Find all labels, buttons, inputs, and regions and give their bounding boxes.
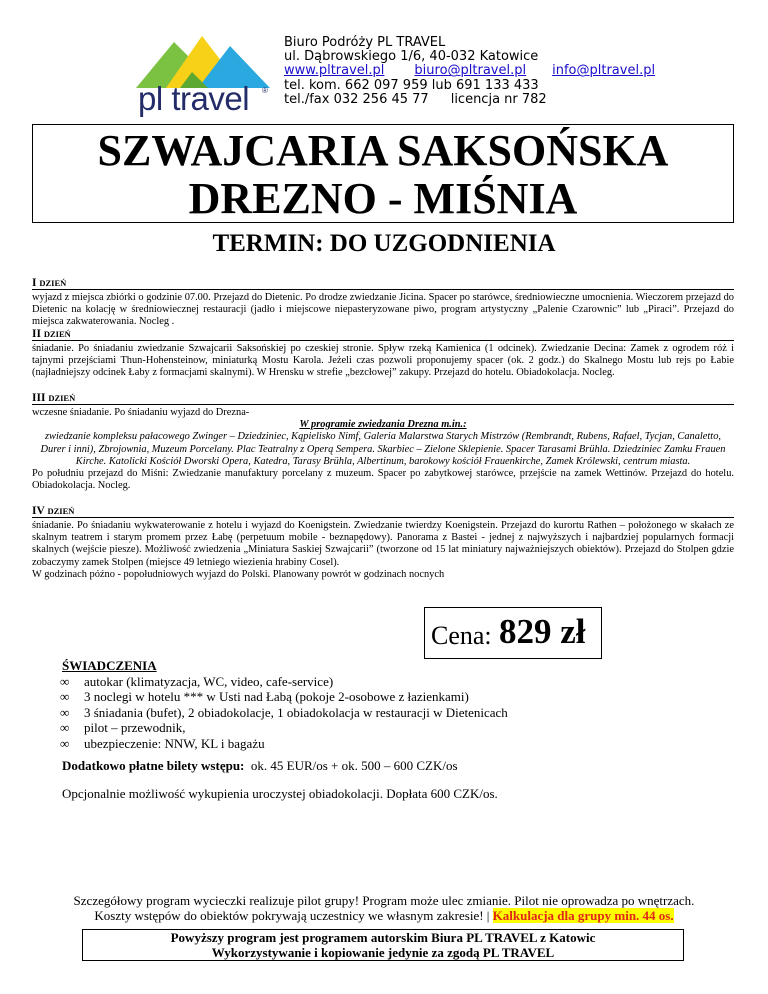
list-item	[62, 736, 508, 752]
infinity-bullet-icon: ∞	[60, 689, 70, 705]
list-item	[62, 674, 508, 690]
day-4-section	[32, 505, 734, 581]
agency-address: ul. Dąbrowskiego 1/6, 40-032 Katowice	[284, 49, 539, 65]
list-item	[62, 689, 508, 705]
infinity-bullet-icon: ∞	[60, 704, 70, 720]
day-number: II	[32, 328, 41, 340]
day-4-text-2: W godzinach późno - popołudniowych wyjazd do Polski. Planowany powrót w godzinach nocnych	[32, 568, 445, 580]
footnote	[0, 893, 768, 923]
benefit-text: pilot – przewodnik,	[84, 720, 186, 736]
dresden-program-text: zwiedzanie kompleksu pałacowego Zwinger – Dziedziniec, Kąpielisko Nimf, Galeria Malarstwa Starych Mistrzów (Rembrandt, Rubens, Rafael, Tycjan, Canaletto, Durer i inni), Zbrojownia, Muzeum Porcelany. Plac Teatralny z Operą Sempera. Skarbiec – Zielone Sklepienie. Spacer Tarasami Brühla. Dziedziniec Zamku Frauen Kirche. Katolicki Kościół Dworski Opera, Katedra, Tarasy Brühla, Albertinum, barokowy kościół Frauenkirche, Zamek Królewski, centrum miasta.	[40, 431, 726, 467]
infinity-bullet-icon: ∞	[60, 720, 70, 736]
email-link-biuro[interactable]: biuro@pltravel.pl	[414, 63, 527, 79]
agency-contact-block	[284, 36, 655, 107]
tour-title-line2: DREZNO - MIŚNIA	[188, 174, 578, 223]
day-4-heading	[32, 505, 734, 518]
website-link[interactable]: www.pltravel.pl	[284, 63, 385, 79]
day-1-text: wyjazd z miejsca zbiórki o godzinie 07.00. Przejazd do Dietenic. Po drodze zwiedzanie Jicina. Spacer po starówce, średniowieczne umocnienia. Wieczorem przejazd do Dietenic na kolację w średniowiecznej restauracji (jadło i miejscowe niepasteryzowane piwo, program artystyczny „Palenie Czarownic” lub „Piraci”. Przejazd do miejsca zakwaterowania. Nocleg .	[32, 292, 734, 328]
day-2-section	[32, 328, 734, 380]
extra-fees-label: Dodatkowo płatne bilety wstępu:	[62, 758, 245, 773]
copyright-footer-box	[82, 929, 684, 961]
tour-title-line1: SZWAJCARIA SAKSOŃSKA	[97, 126, 669, 175]
day-3-heading	[32, 392, 734, 405]
email-link-info[interactable]: info@pltravel.pl	[552, 63, 656, 79]
day-number: III	[32, 392, 46, 404]
footer-line1: Powyższy program jest programem autorskim Biura PL TRAVEL z Katowic	[170, 930, 596, 945]
extra-fees-value: ok. 45 EUR/os + ok. 500 – 600 CZK/os	[250, 758, 458, 773]
agency-phone: tel. kom. 662 097 959 lub 691 133 433	[284, 77, 539, 93]
footnote-line1: Szczegółowy program wycieczki realizuje pilot grupy! Program może ulec zmianie. Pilot nie oprowadza po wnętrzach.	[73, 893, 695, 908]
agency-links-row	[284, 64, 655, 78]
day-word: DZIEŃ	[48, 393, 76, 403]
day-3-intro: wczesne śniadanie. Po śniadaniu wyjazd do Drezna-	[32, 407, 250, 418]
day-number: I	[32, 277, 37, 289]
day-2-heading	[32, 328, 734, 341]
day-word: DZIEŃ	[43, 329, 71, 339]
price-box	[424, 607, 602, 659]
mountains-logo-icon	[136, 28, 270, 88]
optional-dinner-note: Opcjonalnie możliwość wykupienia uroczystej obiadokolacji. Dopłata 600 CZK/os.	[62, 786, 498, 801]
day-number: IV	[32, 505, 45, 517]
day-4-text: śniadanie. Po śniadaniu wykwaterowanie z hotelu i wyjazd do Koenigstein. Zwiedzanie twierdzy Koenigstein. Przejazd do kurortu Rathen – położonego w skałach ze skalnym teatrem i starym promem przez Łabę (perpetuum mobile - beznapędowy). Panorama z Bastei - jednej z najwyższych i najbardziej popularnych formacji skalnych (wejście piesze). Możliwość zwiedzenia „Miniatura Saskiej Szwajcarii” (tworzone od 15 lat miniatury najważniejszych obiektów). Przejazd do Stolpen gdzie zobaczymy zamek Stolpen (miejsce 49 letniego wiezienia hrabiny Cosel).	[32, 520, 734, 568]
benefit-text: autokar (klimatyzacja, WC, video, cafe-service)	[84, 673, 334, 689]
list-item	[62, 705, 508, 721]
footnote-line2-row	[0, 908, 768, 923]
extra-fees-line	[62, 758, 458, 774]
benefit-text: 3 śniadania (bufet), 2 obiadokolacje, 1 obiadokolacja w restauracji w Dietenicach	[84, 704, 508, 720]
day-word: DZIEŃ	[39, 278, 67, 288]
benefits-list	[62, 674, 508, 752]
day-1-section	[32, 277, 734, 329]
day-3-outro: Po południu przejazd do Miśni: Zwiedzanie manufaktury porcelany z muzeum. Spacer po zabytkowej starówce, przejście na zamek Wettinów. Przejazd do hotelu. Obiadokolacja. Nocleg.	[32, 468, 734, 492]
benefits-heading: ŚWIADCZENIA	[62, 658, 157, 673]
list-item	[62, 720, 508, 736]
registered-mark: ®	[262, 86, 268, 95]
dresden-program-title: W programie zwiedzania Drezna m.in.:	[299, 419, 467, 431]
benefits-section	[62, 658, 508, 752]
group-size-highlight: Kalkulacja dla grupy min. 44 os.	[492, 908, 674, 923]
footer-line2: Wykorzystywanie i kopiowanie jedynie za zgodą PL TRAVEL	[211, 944, 555, 960]
price-value: 829 zł	[499, 612, 586, 651]
agency-fax: tel./fax 032 256 45 77	[284, 91, 429, 107]
day-2-text: śniadanie. Po śniadaniu zwiedzanie Szwajcarii Saksońskiej po czeskiej stronie. Spływ rzeką Kamienica (1 odcinek). Zwiedzanie Decina: Zamek z ogrodem róż i tajnymi przejściami Thun-Hohensteinow, miniaturką Mostu Karola. Jeżeli czas pozwoli proponujemy spacer (ok. 2 godz.) do Skalnego Mostu lub rejs po Łabie (najładniejszy odcinek Łaby z formacjami skalnymi). W Hrensku w strefie „bezcłowej” zakupy. Przejazd do hotelu. Obiadokolacja. Nocleg.	[32, 343, 734, 379]
agency-license: licencja nr 782	[450, 91, 547, 107]
pl-travel-logo	[136, 28, 270, 120]
day-3-section	[32, 392, 734, 492]
benefit-text: 3 noclegi w hotelu *** w Usti nad Łabą (pokoje 2-osobowe z łazienkami)	[84, 689, 469, 705]
term-heading: TERMIN: DO UZGODNIENIA	[212, 230, 556, 257]
logo-wordmark: pl travel	[138, 80, 250, 117]
infinity-bullet-icon: ∞	[60, 735, 70, 751]
price-label: Cena:	[431, 621, 492, 650]
day-word: DZIEŃ	[47, 506, 75, 516]
benefit-text: ubezpieczenie: NNW, KL i bagażu	[84, 735, 265, 751]
day-1-heading	[32, 277, 734, 290]
infinity-bullet-icon: ∞	[60, 673, 70, 689]
footnote-line2: Koszty wstępów do obiektów pokrywają uczestnicy we własnym zakresie! |	[94, 908, 490, 923]
tour-title-box	[32, 124, 734, 223]
agency-name: Biuro Podróży PL TRAVEL	[284, 35, 446, 50]
agency-fax-row	[284, 93, 655, 107]
